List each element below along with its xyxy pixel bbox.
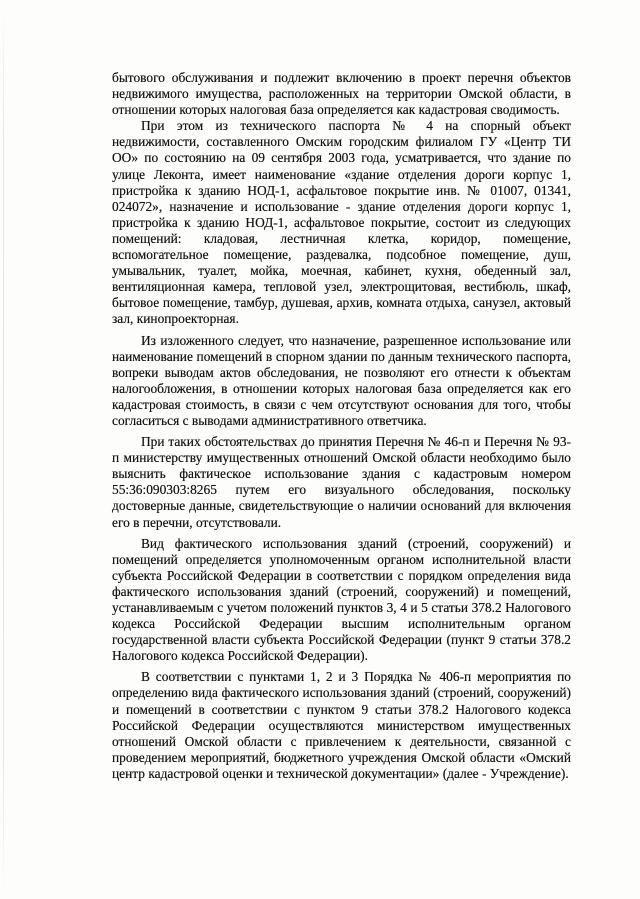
paragraph-circumstances: При таких обстоятельствах до принятия Перечня № 46-п и Перечня № 93-п министерству имущественных отношений Омской области необходимо было выяснить фактическое использование здания с кадастровым номером 55:36:090303:8265 путем его визуального обследования, поскольку достоверные данные, свидетельствующие о наличии оснований для включения его в перечни, отсутствовали. — [112, 434, 571, 530]
scan-edge-shadow — [3, 0, 4, 899]
paragraph-continuation: бытового обслуживания и подлежит включению в проект перечня объектов недвижимого имущества, расположенных на территории Омской области, в отношении которых налоговая база определяется как кадастровая сводимость. — [112, 70, 571, 118]
paragraph-conclusion: Из изложенного следует, что назначение, разрешенное использование или наименование помещений в спорном здании по данным технического паспорта, вопреки выводам актов обследования, не позволяют его отнести к объектам налогообложения, в отношении которых налоговая база определяется как его кадастровая стоимость, в связи с чем отсутствуют основания для того, чтобы согласиться с выводами административного ответчика. — [112, 332, 571, 428]
document-body — [112, 70, 571, 787]
paragraph-procedure-406: В соответствии с пунктами 1, 2 и 3 Порядка № 406-п мероприятия по определению вида фактического использования зданий (строений, сооружений) и помещений в соответствии с пунктом 9 статьи 378.2 Налогового кодекса Российской Федерации осуществляются министерством имущественных отношений Омской области с привлечением к деятельности, связанной с проведением мероприятий, бюджетного учреждения Омской области «Омский центр кадастровой оценки и технической документации» (далее - Учреждение). — [112, 669, 571, 781]
paragraph-actual-use-definition: Вид фактического использования зданий (строений, сооружений) и помещений определяется уполномоченным органом исполнительной власти субъекта Российской Федерации в соответствии с порядком определения вида фактического использования зданий (строений, сооружений) и помещений, устанавливаемым с учетом положений пунктов 3, 4 и 5 статьи 378.2 Налогового кодекса Российской Федерации высшим исполнительным органом государственной власти субъекта Российской Федерации (пункт 9 статьи 378.2 Налогового кодекса Российской Федерации). — [112, 535, 571, 664]
paragraph-technical-passport: При этом из технического паспорта № 4 на спорный объект недвижимости, составленного Омским городским филиалом ГУ «Центр ТИ ОО» по состоянию на 09 сентября 2003 года, усматривается, что здание по улице Леконта, имеет наименование «здание отделения дороги корпус 1, пристройка к зданию НОД-1, асфальтовое покрытие инв. № 01007, 01341, 024072», назначение и использование - здание отделения дороги корпус 1, пристройка к зданию НОД-1, асфальтовое покрытие, состоит из следующих помещений: кладовая, лестничная клетка, коридор, помещение, вспомогательное помещение, раздевалка, подсобное помещение, душ, умывальник, туалет, мойка, моечная, кабинет, кухня, обеденный зал, вентиляционная камера, тепловой узел, электрощитовая, вестибюль, шкаф, бытовое помещение, тамбур, душевая, архив, комната отдыха, санузел, актовый зал, кинопроекторная. — [112, 118, 571, 327]
